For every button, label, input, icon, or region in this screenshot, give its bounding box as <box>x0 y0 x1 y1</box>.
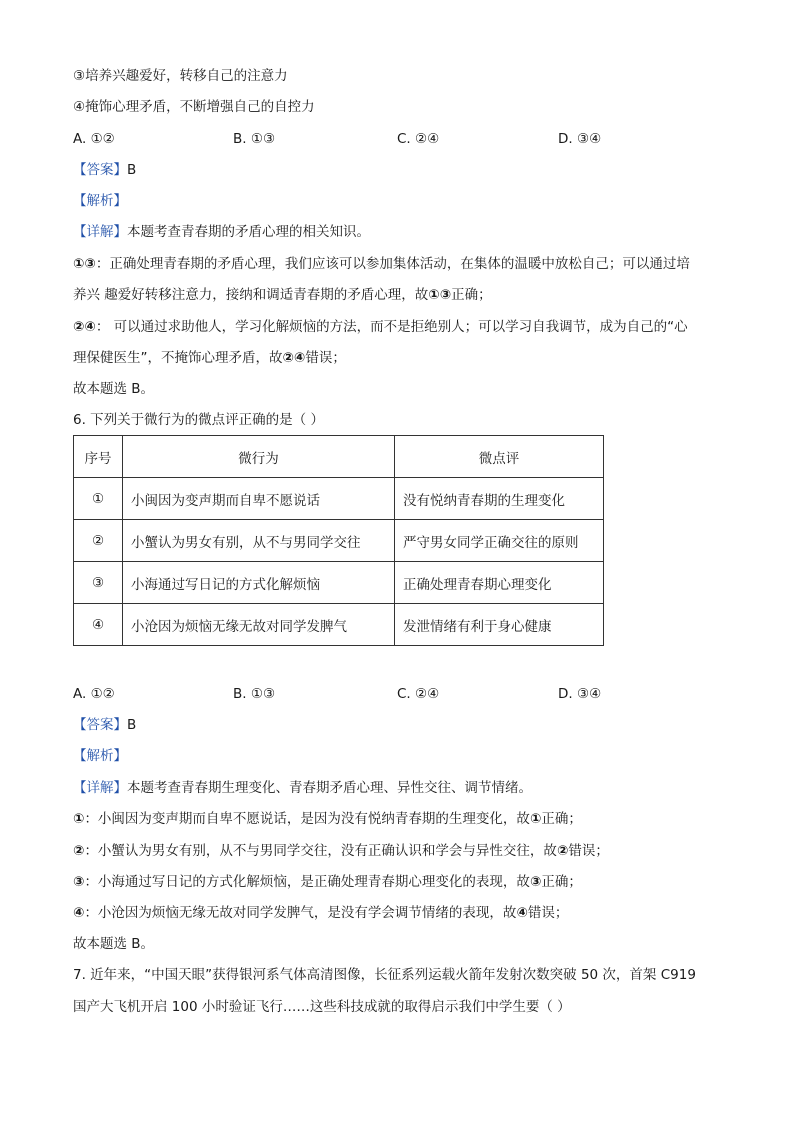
analysis-tag: 【解析】 <box>73 193 127 209</box>
explanation-mark: ①③ <box>428 287 452 303</box>
q5-analysis-tag <box>73 192 127 210</box>
q5-explanation-1b <box>73 286 492 304</box>
explanation-text: ：小沧因为烦恼无缘无故对同学发脾气，是没有学会调节情绪的表现，故 <box>84 905 517 921</box>
table-header-row <box>74 436 604 478</box>
q6-option-a: A. ①② <box>73 686 115 702</box>
q5-explanation-2a <box>73 318 688 336</box>
q6-option-b: B. ①③ <box>233 686 276 702</box>
q6-option-d: D. ③④ <box>558 686 602 702</box>
detail-tag: 【详解】 <box>73 780 127 796</box>
q6-explanation-4 <box>73 904 568 922</box>
explanation-text: ：小蟹认为男女有别，从不与男同学交往，没有正确认识和学会与异性交往，故 <box>84 843 557 859</box>
q7-question-line-2: 国产大飞机开启 100 小时验证飞行……这些科技成就的取得启示我们中学生要（ ） <box>73 999 571 1015</box>
explanation-label: ②④ <box>73 319 96 335</box>
q6-explanation-1 <box>73 810 582 828</box>
explanation-text: ： 可以通过求助他人，学习化解烦恼的方法，而不是拒绝别人；可以学习自我调节，成为自己的“心 <box>95 319 688 335</box>
detail-tag: 【详解】 <box>73 224 127 240</box>
q5-conclusion: 故本题选 B。 <box>73 381 155 397</box>
answer-value: B <box>127 717 137 733</box>
explanation-text: ：小闽因为变声期而自卑不愿说话，是因为没有悦纳青春期的生理变化，故 <box>84 811 530 827</box>
q6-answer <box>73 716 136 734</box>
answer-tag: 【答案】 <box>73 717 127 733</box>
explanation-text: 正确； <box>541 874 582 890</box>
table-cell: 小蟹认为男女有别，从不与男同学交往 <box>123 520 395 562</box>
explanation-mark: ④ <box>516 905 528 921</box>
table-cell: ① <box>74 478 123 520</box>
detail-text: 本题考查青春期生理变化、青春期矛盾心理、异性交往、调节情绪。 <box>127 780 532 796</box>
table-header-cell: 序号 <box>74 436 123 478</box>
explanation-text: 理保健医生”，不掩饰心理矛盾，故 <box>73 350 283 366</box>
explanation-label: ③ <box>73 874 85 890</box>
q6-analysis-tag <box>73 747 127 765</box>
table-cell: ③ <box>74 562 123 604</box>
detail-text: 本题考查青春期的矛盾心理的相关知识。 <box>127 224 370 240</box>
table-cell: 小沧因为烦恼无缘无故对同学发脾气 <box>123 604 395 646</box>
explanation-label: ④ <box>73 905 85 921</box>
table-cell: 小闽因为变声期而自卑不愿说话 <box>123 478 395 520</box>
table-cell: ② <box>74 520 123 562</box>
q6-question: 6. 下列关于微行为的微点评正确的是（ ） <box>73 412 324 428</box>
table-cell: 小海通过写日记的方式化解烦恼 <box>123 562 395 604</box>
q6-explanation-3 <box>73 873 582 891</box>
explanation-label: ② <box>73 843 85 859</box>
explanation-mark: ② <box>556 843 569 859</box>
answer-tag: 【答案】 <box>73 162 127 178</box>
q6-options <box>73 685 633 703</box>
q5-option-c: C. ②④ <box>397 131 440 147</box>
explanation-text: 错误； <box>568 843 609 859</box>
explanation-mark: ③ <box>529 874 542 890</box>
q5-explanation-1a <box>73 255 690 273</box>
q5-option-a: A. ①② <box>73 131 115 147</box>
explanation-text: 养兴 趣爱好转移注意力，接纳和调适青春期的矛盾心理，故 <box>73 287 429 303</box>
q5-options <box>73 130 633 148</box>
q5-statement-4: ④掩饰心理矛盾，不断增强自己的自控力 <box>73 99 315 115</box>
table-cell: 严守男女同学正确交往的原则 <box>395 520 604 562</box>
table-row <box>74 478 604 520</box>
q7-question-line-1: 7. 近年来，“中国天眼”获得银河系气体高清图像，长征系列运载火箭年发射次数突破 50 次，首架 C919 <box>73 967 696 983</box>
table-header-cell: 微点评 <box>395 436 604 478</box>
q5-option-d: D. ③④ <box>558 131 602 147</box>
q5-option-b: B. ①③ <box>233 131 276 147</box>
explanation-label: ①③ <box>73 256 96 272</box>
table-cell: 没有悦纳青春期的生理变化 <box>395 478 604 520</box>
q5-statement-3: ③培养兴趣爱好，转移自己的注意力 <box>73 68 288 84</box>
table-header-cell: 微行为 <box>123 436 395 478</box>
explanation-mark: ②④ <box>282 350 306 366</box>
q6-table <box>73 435 604 646</box>
q5-explanation-2b <box>73 349 346 367</box>
explanation-text: ：正确处理青春期的矛盾心理，我们应该可以参加集体活动，在集体的温暖中放松自己；可以通过培 <box>95 256 690 272</box>
q5-detail <box>73 223 370 241</box>
answer-value: B <box>127 162 137 178</box>
explanation-text: 错误； <box>527 905 569 921</box>
explanation-text: 正确； <box>541 811 582 827</box>
table-row <box>74 562 604 604</box>
q6-detail <box>73 779 532 797</box>
table-row <box>74 604 604 646</box>
explanation-text: ：小海通过写日记的方式化解烦恼，是正确处理青春期心理变化的表现，故 <box>84 874 530 890</box>
q5-answer <box>73 161 136 179</box>
explanation-label: ① <box>73 811 85 827</box>
explanation-mark: ① <box>529 811 542 827</box>
table-cell: 正确处理青春期心理变化 <box>395 562 604 604</box>
table-cell: 发泄情绪有利于身心健康 <box>395 604 604 646</box>
analysis-tag: 【解析】 <box>73 748 127 764</box>
explanation-text: 正确； <box>451 287 492 303</box>
q6-option-c: C. ②④ <box>397 686 440 702</box>
table-row <box>74 520 604 562</box>
explanation-text: 错误； <box>305 350 346 366</box>
q6-explanation-2 <box>73 842 609 860</box>
table-cell: ④ <box>74 604 123 646</box>
q6-conclusion: 故本题选 B。 <box>73 936 155 952</box>
